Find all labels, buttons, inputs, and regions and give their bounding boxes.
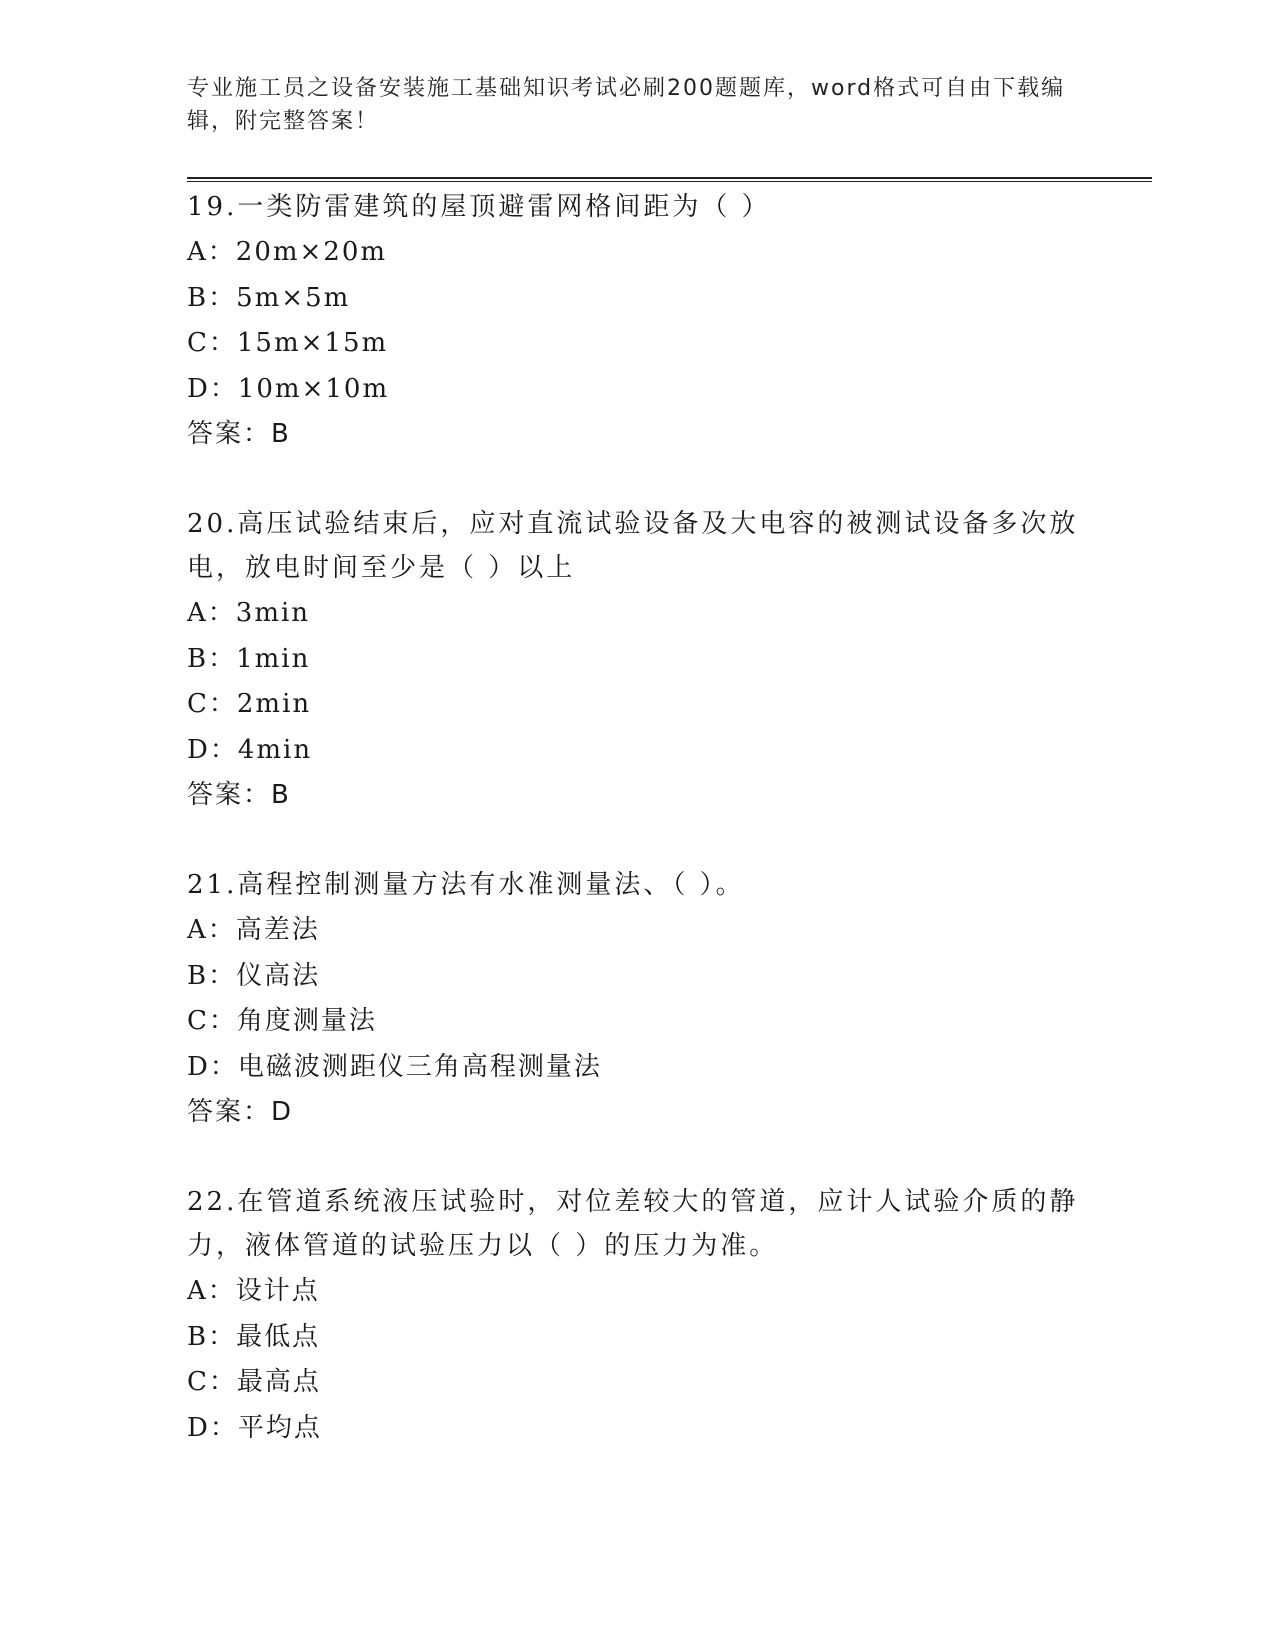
question-stem: 20.高压试验结束后，应对直流试验设备及大电容的被测试设备多次放电，放电时间至少是（ ）以上 bbox=[187, 509, 1079, 583]
answer: 答案：B bbox=[187, 419, 291, 449]
question-22 bbox=[187, 1180, 1087, 1451]
option-b: B：仪高法 bbox=[187, 960, 321, 991]
option-d: D：10m×10m bbox=[187, 373, 390, 404]
option-c: C：15m×15m bbox=[187, 328, 389, 358]
option-d: D：平均点 bbox=[187, 1412, 322, 1443]
question-stem: 21.高程控制测量方法有水准测量法、（ ）。 bbox=[187, 870, 745, 900]
option-b: B：最低点 bbox=[187, 1321, 321, 1352]
option-c: C：2min bbox=[187, 689, 312, 719]
option-b: B：5m×5m bbox=[187, 282, 351, 313]
option-a: A：高差法 bbox=[187, 915, 320, 945]
answer: 答案：B bbox=[187, 780, 291, 810]
question-stem: 19.一类防雷建筑的屋顶避雷网格间距为（ ） bbox=[187, 192, 771, 222]
option-d: D：电磁波测距仪三角高程测量法 bbox=[187, 1051, 602, 1082]
header-divider bbox=[187, 177, 1152, 182]
question-21 bbox=[187, 863, 1087, 1136]
option-c: C：最高点 bbox=[187, 1367, 321, 1397]
answer: 答案：D bbox=[187, 1097, 294, 1127]
question-19 bbox=[187, 185, 1087, 458]
option-d: D：4min bbox=[187, 734, 313, 765]
option-a: A：设计点 bbox=[187, 1276, 320, 1306]
option-b: B：1min bbox=[187, 643, 311, 674]
option-c: C：角度测量法 bbox=[187, 1006, 377, 1036]
option-a: A：3min bbox=[187, 598, 311, 628]
question-stem: 22.在管道系统液压试验时，对位差较大的管道，应计人试验介质的静力，液体管道的试验压力以（ ）的压力为准。 bbox=[187, 1187, 1079, 1261]
question-20 bbox=[187, 502, 1087, 819]
page-header: 专业施工员之设备安装施工基础知识考试必刷200题题库，word格式可自由下载编辑，附完整答案！ bbox=[187, 76, 1066, 134]
option-a: A：20m×20m bbox=[187, 237, 388, 267]
